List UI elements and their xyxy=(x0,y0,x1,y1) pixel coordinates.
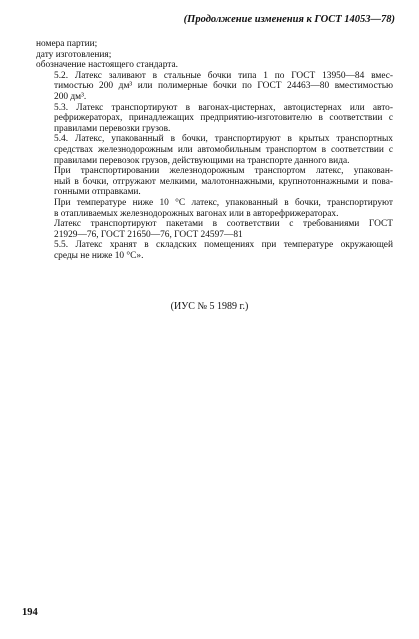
paragraph-temperature: При температуре ниже 10 °С латекс, упакованный в бочки, транспортируют в отапливаемых железнодорожных вагонах или в авторефрижераторах. xyxy=(54,197,393,219)
publication-reference: (ИУС № 5 1989 г.) xyxy=(170,301,249,312)
paragraph-packages: Латекс транспортируют пакетами в соответствии с требованиями ГОСТ 21929—76, ГОСТ 21650—76, ГОСТ 24597—81 xyxy=(54,219,393,240)
running-header: (Продолжение изменения к ГОСТ 14053—78) xyxy=(183,14,395,25)
page-number: 194 xyxy=(22,607,38,618)
paragraph-5-4: 5.4. Латекс, упакованный в бочки, транспортируют в крытых транспортных средствах железнодорожным или автомобильным транспортом в соответствии с правилами перевозок грузов, действующими на транспорте данного вида. xyxy=(54,134,393,166)
paragraph-5-5: 5.5. Латекс хранят в складских помещениях при температуре окружающей среды не ниже 10 °С». xyxy=(54,240,393,261)
paragraph-line: номера партии; xyxy=(36,39,98,49)
paragraph-rail-transport: При транспортировании железнодорожным транспортом латекс, упакован- ный в бочки, отгружают мелкими, малотоннажными, крупнотоннажными и пова- гонными отправками. xyxy=(54,166,393,198)
paragraph-5-3: 5.3. Латекс транспортируют в вагонах-цистернах, автоцистернах или авто- рефрижераторах, принадлежащих предприятию-изготовителю в соответствии с правилами перевозки грузов. xyxy=(54,102,393,134)
paragraph-line: обозначение настоящего стандарта. xyxy=(36,60,178,71)
document-body xyxy=(36,39,393,261)
paragraph-5-2: 5.2. Латекс заливают в стальные бочки типа 1 по ГОСТ 13950—84 вмес- тимостью 200 дм³ или полимерные бочки по ГОСТ 24463—80 вместимостью 200 дм³. xyxy=(54,70,393,102)
paragraph-line: дату изготовления; xyxy=(36,49,112,60)
